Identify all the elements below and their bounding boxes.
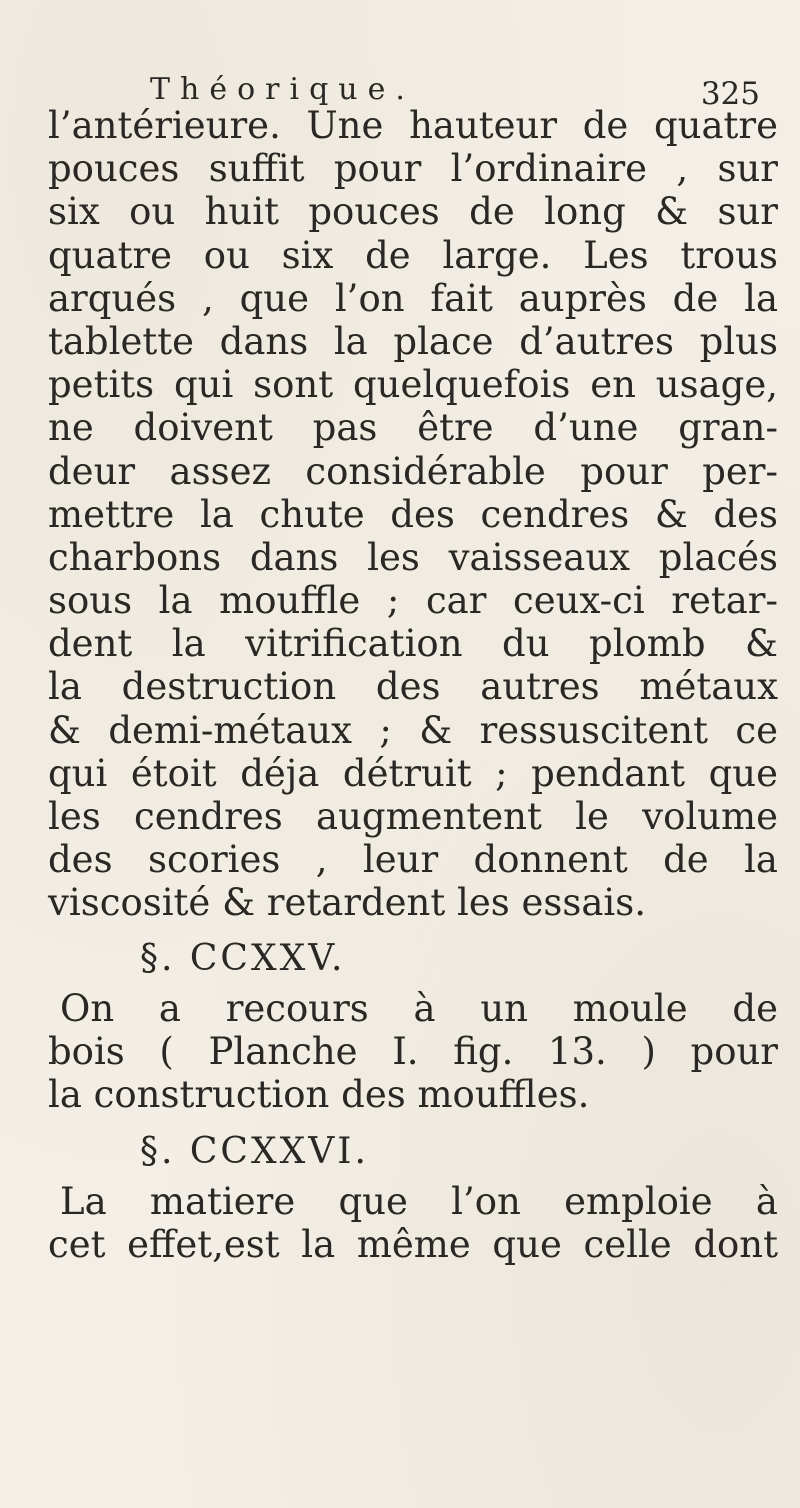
text-line: viscosité & retardent les essais. — [48, 881, 646, 925]
section-heading-226: §. CCXXVI. — [140, 1131, 369, 1173]
text-block — [48, 104, 778, 1267]
section-heading-225: §. CCXXV. — [140, 937, 346, 979]
text-line: ne doivent pas être d’une gran- — [48, 406, 778, 450]
running-title: Théorique. — [150, 72, 415, 107]
text-line: la destruction des autres métaux — [48, 665, 778, 709]
text-line: mettre la chute des cendres & des — [48, 492, 778, 536]
text-line: La matiere que l’on emploie à — [60, 1180, 778, 1224]
text-line: des scories , leur donnent de la — [48, 838, 778, 882]
text-line: deur assez considérable pour per- — [48, 449, 778, 493]
text-line: qui étoit déja détruit ; pendant que — [48, 751, 778, 795]
text-line: sous la mouffle ; car ceux-ci retar- — [48, 579, 778, 623]
text-line: On a recours à un moule de — [60, 986, 778, 1030]
text-line: quatre ou six de large. Les trous — [48, 233, 778, 277]
text-line: bois ( Planche I. fig. 13. ) pour — [48, 1029, 778, 1073]
text-line: cet effet,est la même que celle dont — [48, 1223, 778, 1267]
text-line: pouces suffit pour l’ordinaire , sur — [48, 147, 778, 191]
page-number: 325 — [700, 76, 760, 112]
text-line: les cendres augmentent le volume — [48, 795, 778, 838]
text-line: tablette dans la place d’autres plus — [48, 319, 778, 363]
text-line: la construction des mouffles. — [48, 1072, 590, 1116]
text-line: dent la vitrification du plomb & — [48, 622, 778, 666]
text-line: petits qui sont quelquefois en usage, — [48, 363, 778, 407]
paragraph-section-225 — [48, 987, 778, 1117]
text-line: l’antérieure. Une hauteur de quatre — [48, 104, 778, 147]
text-line: arqués , que l’on fait auprès de la — [48, 276, 778, 320]
text-line: six ou huit pouces de long & sur — [48, 190, 778, 234]
text-line: & demi-métaux ; & ressuscitent ce — [48, 708, 778, 752]
text-line: charbons dans les vaisseaux placés — [48, 535, 778, 579]
paragraph-1 — [48, 104, 778, 925]
paragraph-section-226 — [48, 1180, 778, 1266]
